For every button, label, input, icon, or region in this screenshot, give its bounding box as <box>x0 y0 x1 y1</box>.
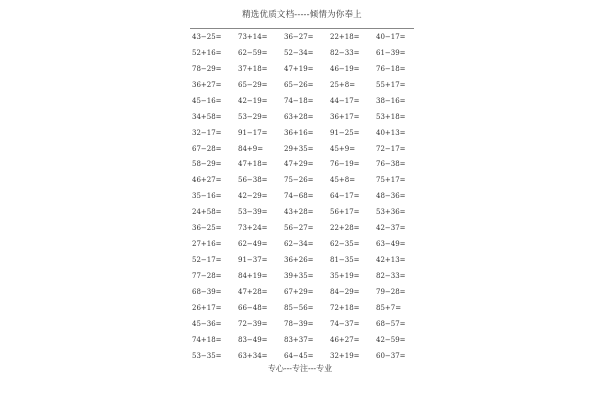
math-problem: 76−19= <box>330 160 360 169</box>
math-problem: 74+18= <box>192 335 222 344</box>
math-problem: 56−38= <box>238 176 268 185</box>
math-problem: 65−26= <box>284 80 314 89</box>
math-problem: 45−16= <box>192 96 222 105</box>
math-problem: 27+16= <box>192 240 222 249</box>
math-problem: 58−29= <box>192 160 222 169</box>
math-problem: 22+28= <box>330 224 360 233</box>
math-problem: 44−17= <box>330 96 360 105</box>
math-problem: 45+9= <box>330 144 356 153</box>
math-problem: 53−39= <box>238 208 268 217</box>
math-problem: 46−19= <box>330 64 360 73</box>
math-problem: 78−29= <box>192 64 222 73</box>
math-problem: 85−56= <box>284 303 314 312</box>
math-problem: 22+18= <box>330 32 360 41</box>
math-problem: 38−16= <box>376 96 406 105</box>
math-problem: 63+34= <box>238 351 268 360</box>
math-problem: 77−28= <box>192 272 222 281</box>
math-problem: 79−28= <box>376 287 406 296</box>
math-problem: 48−36= <box>376 192 406 201</box>
math-problem: 40−17= <box>376 32 406 41</box>
math-problem: 53−29= <box>238 112 268 121</box>
math-problem: 29+35= <box>284 144 314 153</box>
math-problem: 46+27= <box>330 335 360 344</box>
math-problem: 76−18= <box>376 64 406 73</box>
math-problem: 42+13= <box>376 256 406 265</box>
math-problem: 76−38= <box>376 160 406 169</box>
page-header <box>190 6 414 29</box>
math-problem: 73+24= <box>238 224 268 233</box>
math-problem: 64−45= <box>284 351 314 360</box>
math-problem: 82−33= <box>376 272 406 281</box>
math-problem: 68−57= <box>376 319 406 328</box>
math-problem: 68−39= <box>192 287 222 296</box>
math-problem: 60−37= <box>376 351 406 360</box>
math-problem: 67+29= <box>284 287 314 296</box>
math-problem: 45+8= <box>330 176 356 185</box>
math-problem: 42−29= <box>238 192 268 201</box>
math-problem: 83+37= <box>284 335 314 344</box>
math-problem: 53−35= <box>192 351 222 360</box>
math-problem: 24+58= <box>192 208 222 217</box>
math-problem: 56−27= <box>284 224 314 233</box>
math-problem: 36−25= <box>192 224 222 233</box>
math-problem: 62−34= <box>284 240 314 249</box>
math-problem: 26+17= <box>192 303 222 312</box>
math-problem: 84+9= <box>238 144 264 153</box>
math-problem: 72−39= <box>238 319 268 328</box>
math-problem: 53+18= <box>376 112 406 121</box>
math-problem: 65−29= <box>238 80 268 89</box>
math-problem: 75+17= <box>376 176 406 185</box>
math-problem: 91−17= <box>238 128 268 137</box>
math-problem: 64−17= <box>330 192 360 201</box>
math-problem: 63−49= <box>376 240 406 249</box>
math-problem: 47+29= <box>284 160 314 169</box>
math-problem: 36+26= <box>284 256 314 265</box>
problem-grid <box>192 29 422 364</box>
math-problem: 74−18= <box>284 96 314 105</box>
math-problem: 53+36= <box>376 208 406 217</box>
math-problem: 47+28= <box>238 287 268 296</box>
math-problem: 73+14= <box>238 32 268 41</box>
math-problem: 62−49= <box>238 240 268 249</box>
math-problem: 36+17= <box>330 112 360 121</box>
math-problem: 63+28= <box>284 112 314 121</box>
math-problem: 32+19= <box>330 351 360 360</box>
math-problem: 55+17= <box>376 80 406 89</box>
math-problem: 34+58= <box>192 112 222 121</box>
math-problem: 47+19= <box>284 64 314 73</box>
math-problem: 85+7= <box>376 303 402 312</box>
math-problem: 35+19= <box>330 272 360 281</box>
math-problem: 42−19= <box>238 96 268 105</box>
math-problem: 43+28= <box>284 208 314 217</box>
math-problem: 74−68= <box>284 192 314 201</box>
math-problem: 62−35= <box>330 240 360 249</box>
math-problem: 67−28= <box>192 144 222 153</box>
math-problem: 52+16= <box>192 48 222 57</box>
math-problem: 82−33= <box>330 48 360 57</box>
math-problem: 32−17= <box>192 128 222 137</box>
math-problem: 35−16= <box>192 192 222 201</box>
math-problem: 36+27= <box>192 80 222 89</box>
page-footer: 专心---专注---专业 <box>267 364 333 373</box>
math-problem: 56+17= <box>330 208 360 217</box>
math-problem: 52−34= <box>284 48 314 57</box>
math-problem: 40+13= <box>376 128 406 137</box>
math-problem: 72−17= <box>376 144 406 153</box>
math-problem: 62−59= <box>238 48 268 57</box>
math-problem: 25+8= <box>330 80 356 89</box>
math-problem: 37+18= <box>238 64 268 73</box>
math-problem: 45−36= <box>192 319 222 328</box>
math-problem: 36+16= <box>284 128 314 137</box>
math-problem: 36−27= <box>284 32 314 41</box>
math-problem: 83−49= <box>238 335 268 344</box>
math-problem: 39+35= <box>284 272 314 281</box>
math-problem: 78−39= <box>284 319 314 328</box>
math-problem: 72+18= <box>330 303 360 312</box>
math-problem: 74−37= <box>330 319 360 328</box>
math-problem: 46+27= <box>192 176 222 185</box>
math-problem: 42−59= <box>376 335 406 344</box>
math-problem: 81−35= <box>330 256 360 265</box>
math-problem: 84+19= <box>238 272 268 281</box>
math-problem: 61−39= <box>376 48 406 57</box>
math-problem: 91−37= <box>238 256 268 265</box>
math-problem: 42−37= <box>376 224 406 233</box>
math-problem: 84−29= <box>330 287 360 296</box>
math-problem: 43−25= <box>192 32 222 41</box>
math-problem: 52−17= <box>192 256 222 265</box>
math-problem: 66−48= <box>238 303 268 312</box>
header-text: 精选优质文档-----倾情为你奉上 <box>242 10 362 20</box>
math-problem: 47+18= <box>238 160 268 169</box>
math-problem: 75−26= <box>284 176 314 185</box>
math-problem: 91−25= <box>330 128 360 137</box>
